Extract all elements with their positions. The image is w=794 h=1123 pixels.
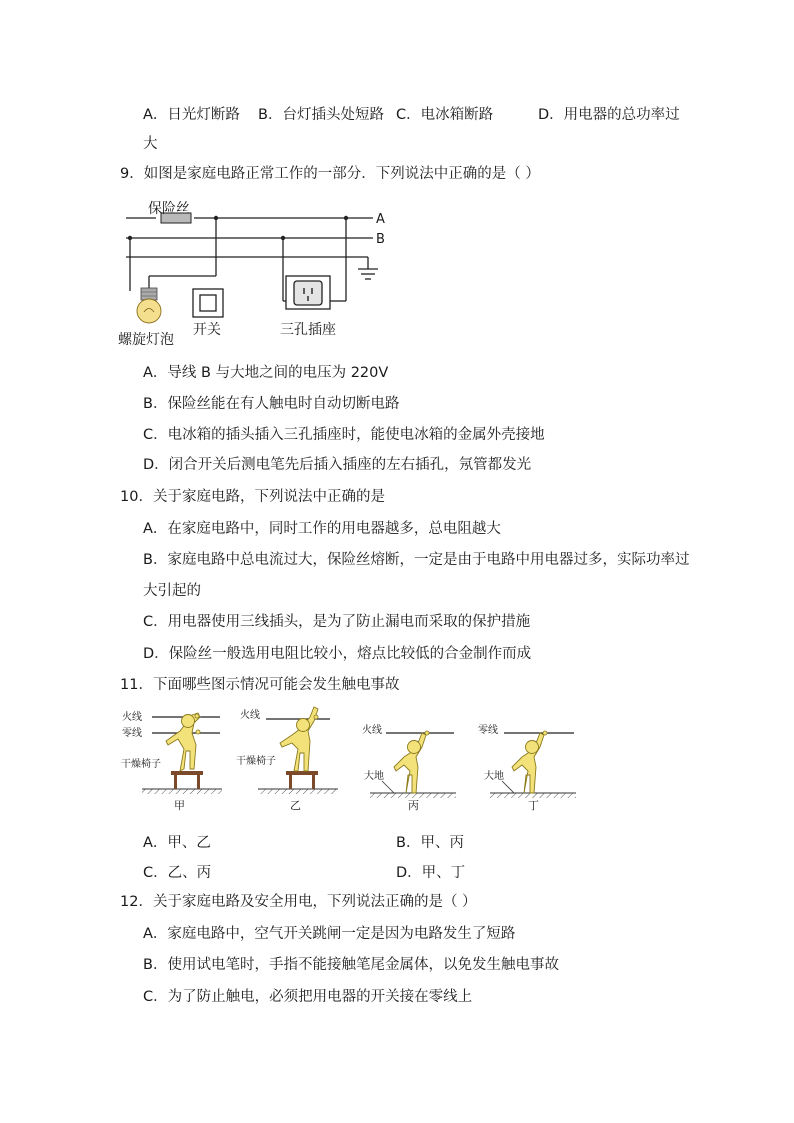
jia-live-label: 火线	[122, 712, 142, 723]
q11-option-a: A．甲、乙	[143, 835, 211, 851]
person-icon	[512, 731, 547, 793]
socket-label: 三孔插座	[280, 322, 336, 338]
q9-option-c: C．电冰箱的插头插入三孔插座时，能使电冰箱的金属外壳接地	[143, 427, 545, 443]
ding-ground-label: 大地	[484, 771, 504, 782]
q9-stem: 9．如图是家庭电路正常工作的一部分．下列说法中正确的是（ ）	[120, 166, 540, 182]
q12-option-c: C．为了防止触电，必须把用电器的开关接在零线上	[143, 989, 473, 1005]
switch-label: 开关	[193, 322, 221, 338]
bing-live-label: 火线	[362, 725, 382, 736]
q9-option-a: A．导线 B 与大地之间的电压为 220V	[143, 365, 389, 381]
q10-option-b-continued: 大引起的	[143, 583, 201, 599]
q9-option-d: D．闭合开关后测电笔先后插入插座的左右插孔，氖管都发光	[143, 457, 532, 473]
bulb-label: 螺旋灯泡	[118, 332, 174, 348]
q10-option-b: B．家庭电路中总电流过大，保险丝熔断，一定是由于电路中用电器过多，实际功率过	[143, 552, 690, 568]
q10-option-a: A．在家庭电路中，同时工作的用电器越多，总电阻越大	[143, 521, 501, 537]
person-icon	[280, 707, 318, 771]
jia-caption: 甲	[174, 799, 185, 812]
jia-chair-label: 干燥椅子	[121, 759, 161, 770]
bing-caption: 丙	[408, 799, 419, 812]
jia-neutral-label: 零线	[122, 728, 142, 739]
q12-option-a: A．家庭电路中，空气开关跳闸一定是因为电路发生了短路	[143, 926, 516, 942]
q11-option-d: D．甲、丁	[396, 865, 466, 881]
q11-figure-ding	[478, 723, 576, 812]
wire-b-label: B	[376, 232, 385, 247]
q11-figure-yi	[236, 707, 338, 812]
ding-caption: 丁	[528, 799, 539, 812]
q9-circuit-diagram	[118, 193, 398, 349]
q8-option-b: B．台灯插头处短路	[258, 107, 384, 123]
ding-neutral-label: 零线	[478, 725, 498, 736]
q11-option-b: B．甲、丙	[396, 835, 464, 851]
yi-caption: 乙	[290, 799, 301, 812]
q11-figure-group	[118, 703, 588, 823]
q12-stem: 12．关于家庭电路及安全用电，下列说法正确的是（ ）	[120, 894, 477, 910]
q9-option-b: B．保险丝能在有人触电时自动切断电路	[143, 396, 400, 412]
yi-chair-label: 干燥椅子	[236, 756, 276, 767]
bulb-icon	[137, 288, 161, 323]
q10-stem: 10．关于家庭电路，下列说法中正确的是	[120, 489, 385, 505]
q12-option-b: B．使用试电笔时，手指不能接触笔尾金属体，以免发生触电事故	[143, 957, 559, 973]
person-icon	[166, 713, 200, 771]
bing-ground-label: 大地	[364, 771, 384, 782]
q10-option-c: C．用电器使用三线插头，是为了防止漏电而采取的保护措施	[143, 614, 531, 630]
fuse-label: 保险丝	[148, 201, 190, 217]
q8-option-d-continued: 大	[143, 136, 158, 152]
q11-figure-jia	[121, 710, 222, 812]
q8-option-a: A．日光灯断路	[143, 107, 240, 123]
q11-stem: 11．下面哪些图示情况可能会发生触电事故	[120, 677, 400, 693]
q8-option-d: D．用电器的总功率过	[538, 107, 680, 123]
q11-figure-bing	[362, 723, 456, 812]
wire-a-label: A	[376, 212, 385, 227]
q10-option-d: D．保险丝一般选用电阻比较小，熔点比较低的合金制作而成	[143, 646, 532, 662]
q8-option-c: C．电冰箱断路	[396, 107, 494, 123]
q11-option-c: C．乙、丙	[143, 865, 212, 881]
person-icon	[394, 731, 429, 793]
yi-live-label: 火线	[240, 710, 260, 721]
